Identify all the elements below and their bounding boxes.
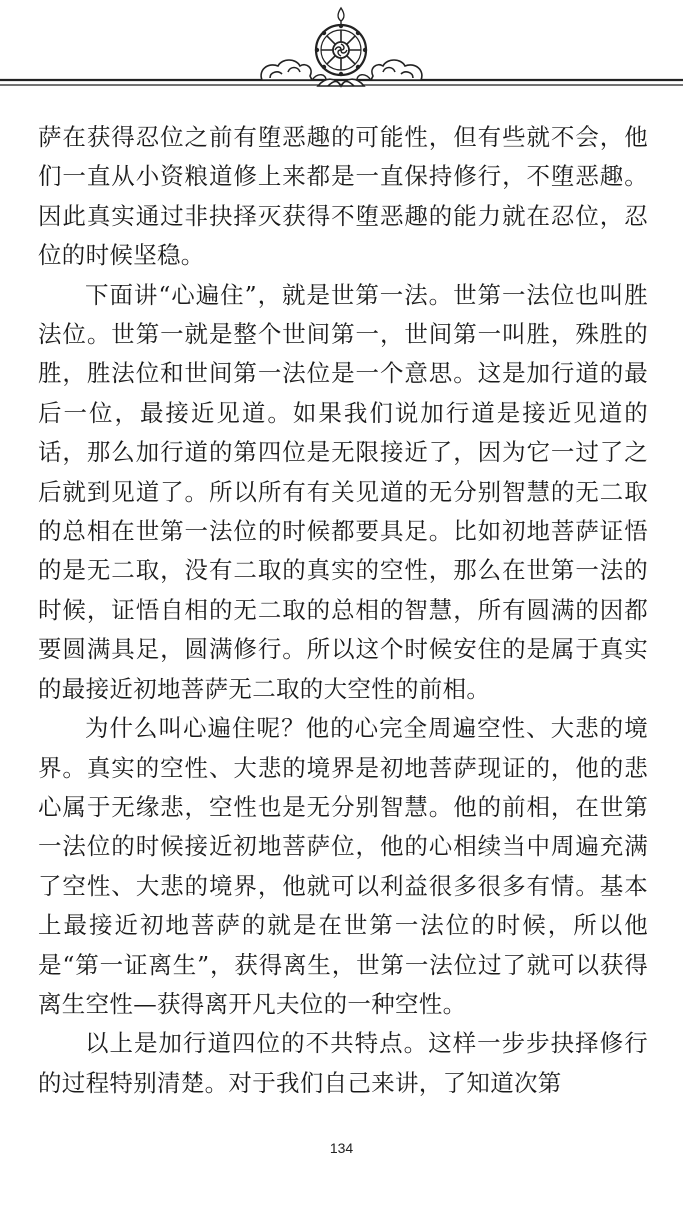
header-ornament <box>0 0 683 110</box>
auspicious-cloud-icon <box>261 60 312 80</box>
dharma-wheel-icon <box>315 8 367 76</box>
paragraph-2: 下面讲“心遍住”，就是世第一法。世第一法位也叫胜法位。世第一就是整个世间第一，世间第一叫胜，殊胜的胜，胜法位和世间第一法位是一个意思。这是加行道的最后一位，最接近见道。如果我们说加行道是接近见道的话，那么加行道的第四位是无限接近了，因为它一过了之后就到见道了。所以所有有关见道的无分别智慧的无二取的总相在世第一法位的时候都要具足。比如初地菩萨证悟的是无二取，没有二取的真实的空性，那么在世第一法的时候，证悟自相的无二取的总相的智慧，所有圆满的因都要圆满具足，圆满修行。所以这个时候安住的是属于真实的最接近初地菩萨无二取的大空性的前相。 <box>38 280 648 703</box>
paragraph-4: 以上是加行道四位的不共特点。这样一步步抉择修行的过程特别清楚。对于我们自己来讲，了知道次第 <box>38 1029 648 1097</box>
auspicious-cloud-icon <box>371 60 422 80</box>
paragraph-1: 萨在获得忍位之前有堕恶趣的可能性，但有些就不会，他们一直从小资粮道修上来都是一直保持修行，不堕恶趣。因此真实通过非抉择灭获得不堕恶趣的能力就在忍位，忍位的时候坚稳。 <box>38 123 648 270</box>
page-header <box>0 0 683 110</box>
body-text <box>38 118 648 1103</box>
paragraph-3: 为什么叫心遍住呢？他的心完全周遍空性、大悲的境界。真实的空性、大悲的境界是初地菩萨现证的，他的悲心属于无缘悲，空性也是无分别智慧。他的前相，在世第一法位的时候接近初地菩萨位，他的心相续当中周遍充满了空性、大悲的境界，他就可以利益很多很多有情。基本上最接近初地菩萨的就是在世第一法位的时候，所以他是“第一证离生”，获得离生，世第一法位过了就可以获得离生空性—获得离开凡夫位的一种空性。 <box>38 714 648 1018</box>
page-number: 134 <box>329 1140 354 1156</box>
